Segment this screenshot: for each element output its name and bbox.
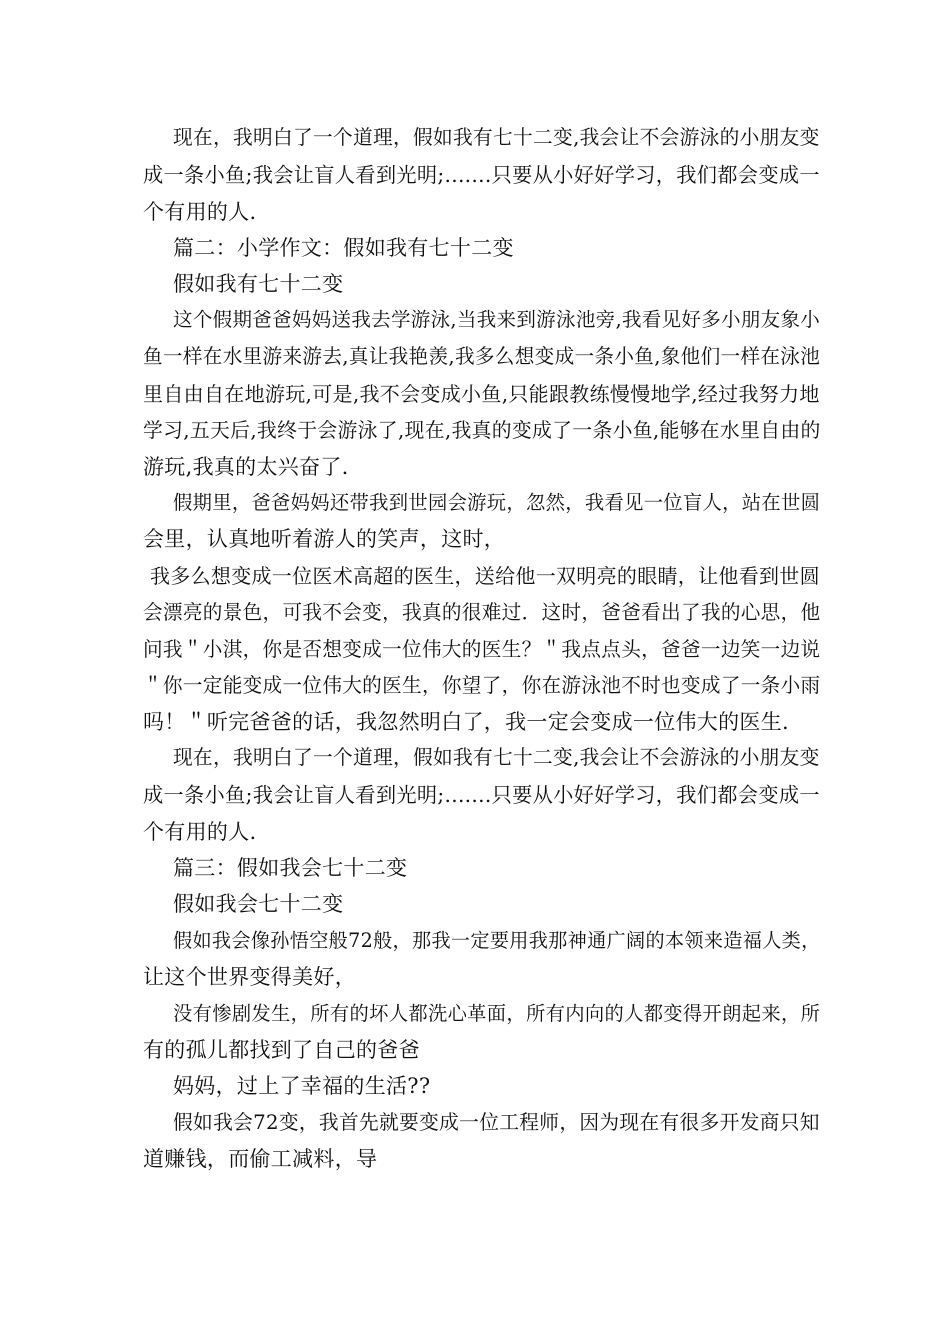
section-heading: 篇三：假如我会七十二变 (173, 856, 408, 880)
paragraph-line: 现在，我明白了一个道理，假如我有七十二变,我会让不会游泳的小朋友变 (173, 746, 820, 769)
paragraph-line: 假期里，爸爸妈妈还带我到世园会游玩，忽然，我看见一位盲人，站在世圆 (173, 491, 821, 514)
paragraph-line: 道赚钱，而偷工减料，导 (143, 1147, 378, 1171)
paragraph-line: 个有用的人. (143, 820, 257, 844)
paragraph-line: 学习,五天后,我终于会游泳了,现在,我真的变成了一条小鱼,能够在水里自由的 (143, 419, 821, 442)
paragraph-line: 吗！＂听完爸爸的话，我忽然明白了，我一定会变成一位伟大的医生. (143, 710, 789, 734)
paragraph-line: 成一条小鱼;我会让盲人看到光明;.......只要从小好好学习，我们都会变成一 (143, 163, 820, 187)
paragraph-line: 假如我会72变，我首先就要变成一位工程师，因为现在有很多开发商只知 (173, 1111, 820, 1134)
paragraph-line: 假如我会像孙悟空般72般，那我一定要用我那神通广阔的本领来造福人类， (173, 929, 821, 952)
paragraph-line: 有的孤儿都找到了自己的爸爸 (143, 1038, 420, 1062)
paragraph-line: 这个假期爸爸妈妈送我去学游泳,当我来到游泳池旁,我看见好多小朋友象小 (173, 308, 821, 331)
paragraph-line: 让这个世界变得美好， (143, 965, 356, 989)
paragraph-line: 鱼一样在水里游来游去,真让我艳羡,我多么想变成一条小鱼,象他们一样在泳池 (143, 345, 821, 368)
paragraph-line: 妈妈，过上了幸福的生活?? (173, 1074, 431, 1098)
paragraph-line: 成一条小鱼;我会让盲人看到光明;.......只要从小好好学习，我们都会变成一 (143, 783, 820, 807)
essay-title: 假如我有七十二变 (173, 272, 344, 296)
paragraph-line: 没有惨剧发生，所有的坏人都洗心革面，所有内向的人都变得开朗起来，所 (173, 1002, 821, 1025)
paragraph-line: 游玩,我真的太兴奋了. (143, 455, 349, 479)
paragraph-line: 里自由自在地游玩,可是,我不会变成小鱼,只能跟教练慢慢地学,经过我努力地 (143, 382, 820, 406)
paragraph-line: ＂你一定能变成一位伟大的医生，你望了，你在游泳池不时也变成了一条小雨 (143, 674, 821, 697)
section-heading: 篇二：小学作文：假如我有七十二变 (173, 236, 514, 260)
paragraph-line: 问我＂小淇，你是否想变成一位伟大的医生？＂我点点头，爸爸一边笑一边说 (143, 638, 821, 661)
essay-title: 假如我会七十二变 (173, 892, 344, 916)
paragraph-line: 会里，认真地听着游人的笑声，这时， (143, 527, 506, 551)
paragraph-line: 会漂亮的景色，可我不会变，我真的很难过．这时，爸爸看出了我的心思，他 (143, 601, 821, 624)
paragraph-line: 现在，我明白了一个道理，假如我有七十二变,我会让不会游泳的小朋友变 (173, 126, 820, 149)
paragraph-line: 个有用的人. (143, 200, 257, 224)
paragraph-line: 我多么想变成一位医术高超的医生，送给他一双明亮的眼睛，让他看到世圆 (150, 564, 820, 588)
